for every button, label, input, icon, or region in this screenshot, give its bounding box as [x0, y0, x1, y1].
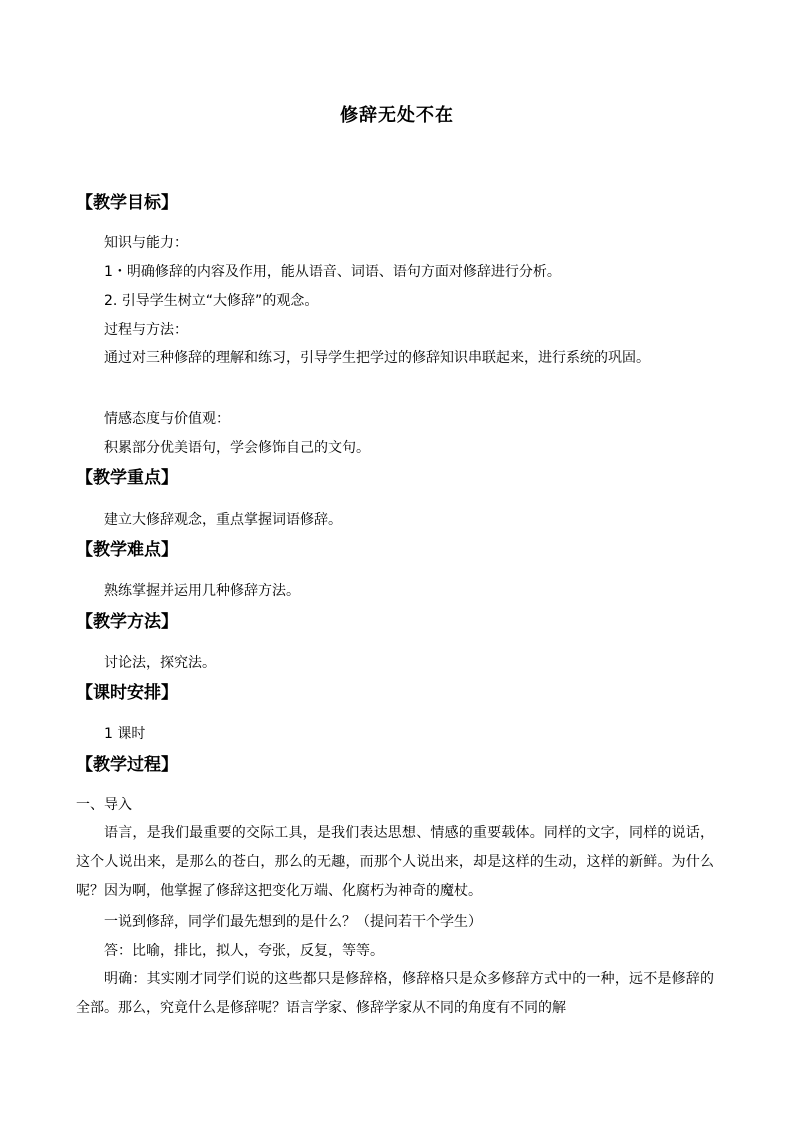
difficulty-text: 熟练掌握并运用几种修辞方法。 [104, 583, 300, 599]
goal-item-1: 1・明确修辞的内容及作用，能从语音、词语、语句方面对修辞进行分析。 [104, 264, 561, 280]
emotion-text: 积累部分优美语句，学会修饰自己的文句。 [104, 440, 370, 456]
process-method-text: 通过对三种修辞的理解和练习，引导学生把学过的修辞知识串联起来，进行系统的巩固。 [104, 350, 650, 366]
method-text: 讨论法，探究法。 [104, 655, 216, 671]
schedule-text: 1 课时 [104, 726, 146, 742]
part1-title: 一、导入 [76, 797, 132, 813]
process-method-label: 过程与方法： [104, 322, 188, 338]
heading-teaching-method: 【教学方法】 [76, 612, 178, 632]
intro-paragraph-1: 语言，是我们最重要的交际工具，是我们表达思想、情感的重要载体。同样的文字，同样的说话，这个人说出来，是那么的苍白，那么的无趣，而那个人说出来，却是这样的生动，这样的新鲜。为什么呢？因为啊，他掌握了修辞这把变化万端、化腐朽为神奇的魔杖。 [76, 825, 714, 899]
heading-schedule: 【课时安排】 [76, 683, 178, 703]
document-title: 修辞无处不在 [340, 105, 454, 126]
heading-teaching-difficulty: 【教学难点】 [76, 540, 178, 560]
intro-paragraph-2: 一说到修辞，同学们最先想到的是什么？（提问若干个学生） [104, 914, 482, 930]
intro-paragraph-3: 答：比喻，排比，拟人，夸张，反复，等等。 [104, 943, 384, 959]
heading-teaching-goals: 【教学目标】 [76, 193, 178, 213]
heading-teaching-focus: 【教学重点】 [76, 468, 178, 488]
intro-paragraph-4: 明确：其实刚才同学们说的这些都只是修辞格，修辞格只是众多修辞方式中的一种，远不是修辞的全部。那么，究竟什么是修辞呢？语言学家、修辞学家从不同的角度有不同的解 [76, 971, 714, 1016]
goal-item-2: 2. 引导学生树立“大修辞”的观念。 [104, 293, 319, 309]
focus-text: 建立大修辞观念，重点掌握词语修辞。 [104, 512, 342, 528]
emotion-label: 情感态度与价值观： [104, 411, 230, 427]
heading-teaching-process: 【教学过程】 [76, 755, 178, 775]
knowledge-label: 知识与能力： [104, 235, 188, 251]
